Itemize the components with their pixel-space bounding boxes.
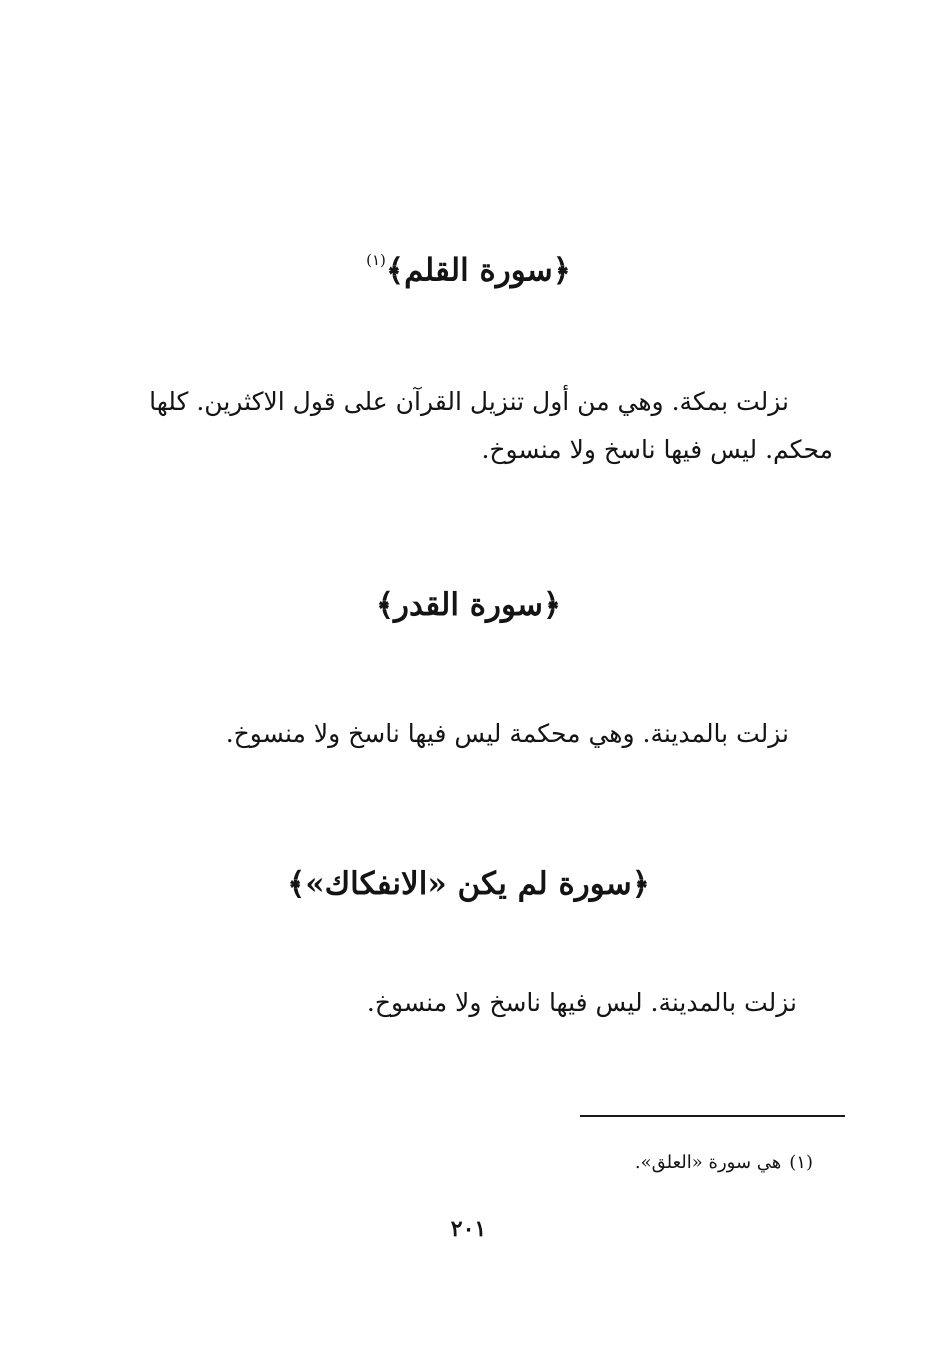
paragraph-line: نزلت بالمدينة. وهي محكمة ليس فيها ناسخ ولا منسوخ. xyxy=(225,719,789,748)
surah-title-infikak: ﴿سورة لم يكن «الانفكاك»﴾ xyxy=(287,866,650,902)
surah-heading-infikak xyxy=(0,862,937,906)
surah-title-qalam: ﴿سورة القلم﴾ xyxy=(385,252,571,289)
paragraph-line: نزلت بمكة. وهي من أول تنزيل القرآن على قول الاكثرين. كلها xyxy=(149,387,789,416)
surah-heading-qadr xyxy=(0,583,937,627)
surah-heading-qalam xyxy=(0,242,937,292)
surah-title-qadr: ﴿سورة القدر﴾ xyxy=(375,587,562,623)
paragraph-qalam xyxy=(149,380,789,424)
footnote-reference: (١) xyxy=(366,251,386,269)
paragraph-line: نزلت بالمدينة. ليس فيها ناسخ ولا منسوخ. xyxy=(366,988,797,1017)
paragraph-infikak xyxy=(367,981,797,1025)
page-number: ٢٠١ xyxy=(450,1216,487,1242)
paragraph-qalam-continued xyxy=(481,428,833,472)
paragraph-line: محكم. ليس فيها ناسخ ولا منسوخ. xyxy=(481,435,833,464)
footnote xyxy=(635,1148,813,1178)
footnote-separator xyxy=(580,1115,845,1117)
footnote-number: (١) xyxy=(789,1152,813,1173)
footnote-text: هي سورة «العلق». xyxy=(634,1152,782,1173)
paragraph-qadr xyxy=(226,712,789,756)
